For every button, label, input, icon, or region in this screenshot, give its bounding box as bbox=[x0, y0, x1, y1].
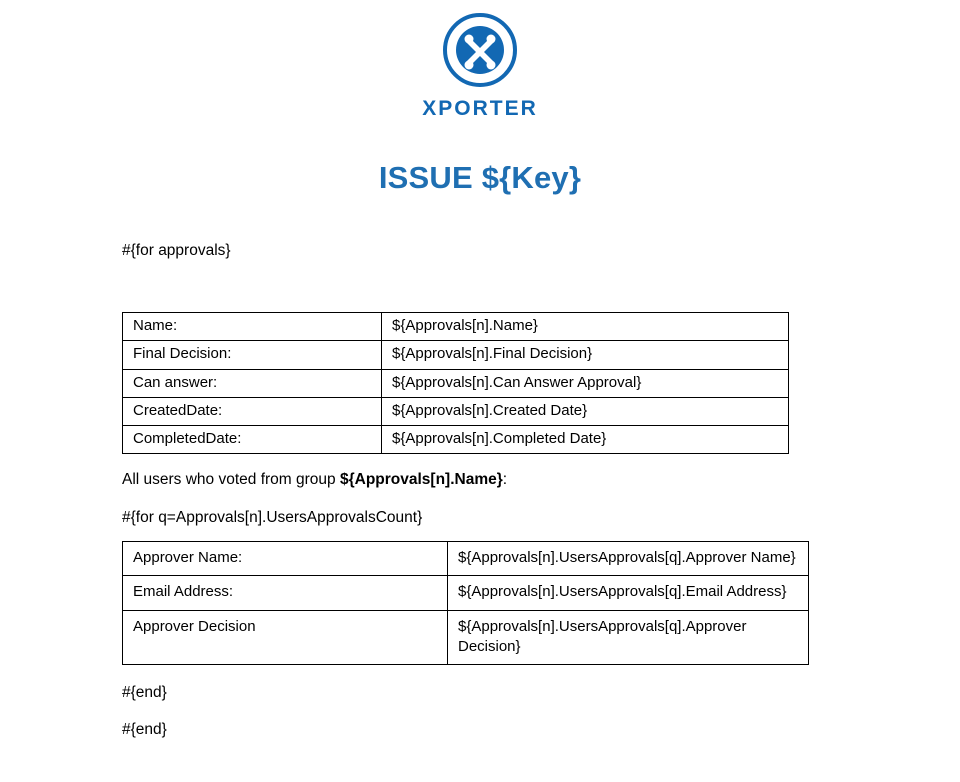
approvals-label-cell: Final Decision: bbox=[123, 341, 382, 369]
brand-logo bbox=[0, 10, 960, 121]
user-value-cell: ${Approvals[n].UsersApprovals[q].Approver Decision} bbox=[448, 610, 809, 665]
page-title: ISSUE ${Key} bbox=[378, 160, 582, 195]
voted-from-group-line bbox=[122, 470, 507, 490]
user-label-cell: Approver Decision bbox=[123, 610, 448, 665]
user-value-cell: ${Approvals[n].UsersApprovals[q].Approver Name} bbox=[448, 542, 809, 576]
approvals-value-cell: ${Approvals[n].Final Decision} bbox=[382, 341, 789, 369]
approvals-label-cell: Can answer: bbox=[123, 369, 382, 397]
user-value-cell: ${Approvals[n].UsersApprovals[q].Email Address} bbox=[448, 576, 809, 610]
user-label-cell: Approver Name: bbox=[123, 542, 448, 576]
table-row bbox=[123, 369, 789, 397]
xporter-logo-icon bbox=[440, 10, 520, 90]
approvals-value-cell: ${Approvals[n].Can Answer Approval} bbox=[382, 369, 789, 397]
end-directive-outer: #{end} bbox=[122, 721, 167, 738]
approvals-value-cell: ${Approvals[n].Completed Date} bbox=[382, 426, 789, 454]
table-row bbox=[123, 610, 809, 665]
brand-name: XPORTER bbox=[422, 97, 538, 120]
for-approvals-directive: #{for approvals} bbox=[122, 242, 231, 259]
table-row bbox=[123, 426, 789, 454]
voted-prefix: All users who voted from group bbox=[122, 471, 340, 488]
table-row bbox=[123, 313, 789, 341]
table-row bbox=[123, 397, 789, 425]
approvals-table bbox=[122, 312, 789, 454]
for-q-directive: #{for q=Approvals[n].UsersApprovalsCount} bbox=[122, 509, 423, 526]
table-row bbox=[123, 576, 809, 610]
approvals-label-cell: CompletedDate: bbox=[123, 426, 382, 454]
voted-group-token: ${Approvals[n].Name} bbox=[339, 471, 503, 488]
table-row bbox=[123, 542, 809, 576]
user-approvals-table bbox=[122, 541, 809, 665]
end-directive-inner: #{end} bbox=[122, 684, 167, 701]
user-label-cell: Email Address: bbox=[123, 576, 448, 610]
voted-suffix: : bbox=[502, 471, 508, 488]
approvals-label-cell: CreatedDate: bbox=[123, 397, 382, 425]
table-row bbox=[123, 341, 789, 369]
approvals-label-cell: Name: bbox=[123, 313, 382, 341]
approvals-value-cell: ${Approvals[n].Name} bbox=[382, 313, 789, 341]
approvals-value-cell: ${Approvals[n].Created Date} bbox=[382, 397, 789, 425]
